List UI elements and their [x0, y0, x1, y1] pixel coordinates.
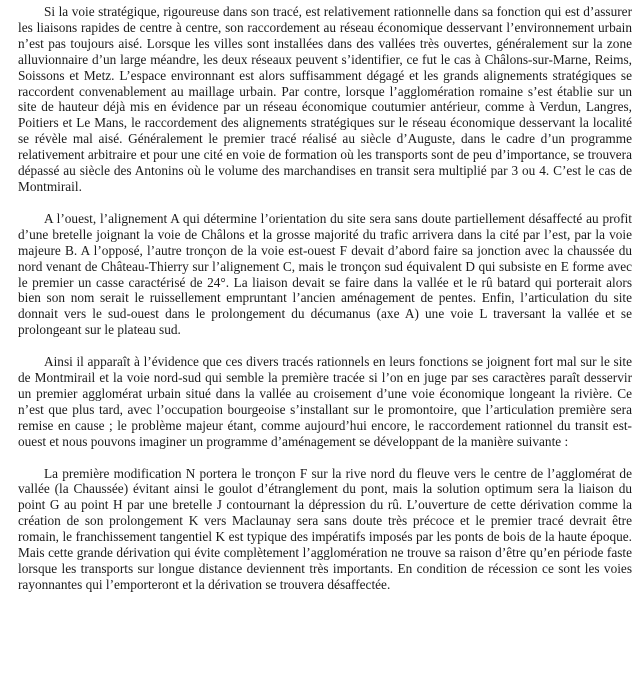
- paragraph-1: Si la voie stratégique, rigoureuse dans son tracé, est relativement rationnelle dans sa fonction qui est d’assurer les liaisons rapides de centre à centre, son raccordement au réseau économique desservant l’environnement urbain n’est pas toujours aisé. Lorsque les villes sont installées dans des vallées très ouvertes, généralement sur la zone alluvionnaire d’un large méandre, les deux réseaux peuvent s’identifier, ce fut le cas à Châlons-sur-Marne, Reims, Soissons et Metz. L’espace environnant est alors suffisamment dégagé et les grands alignements stratégiques se raccordent convenablement au maillage urbain. Par contre, lorsque l’agglomération romaine s’est établie sur un site de hauteur déjà mis en évidence par un réseau économique coutumier antérieur, comme à Verdun, Langres, Poitiers et Le Mans, le raccordement des alignements stratégiques sur le réseau économique desservant la localité se révèle mal aisé. Généralement le premier tracé réalisé au siècle d’Auguste, dans le cadre d’un programme relativement arbitraire et pour une cité en voie de formation où les transports sont de peu d’importance, se trouvera dépassé au siècle des Antonins où le volume des marchandises en transit sera multiplié par 3 ou 4. C’est le cas de Montmirail.: [18, 4, 632, 194]
- paragraph-2: A l’ouest, l’alignement A qui détermine l’orientation du site sera sans doute partiellement désaffecté au profit d’une bretelle joignant la voie de Châlons et la grosse majorité du trafic arrivera dans la cité par l’est, par la voie majeure B. A l’opposé, l’autre tronçon de la voie est-ouest F devait d’abord faire sa jonction avec la chaussée du nord venant de Château-Thierry sur l’alignement C, mais le tronçon sud équivalent D qui subsiste en E forme avec le premier un casse caractérisé de 24°. La liaison devait se faire dans la vallée et le rû batard qui porterait alors bien son nom serait le ruissellement empruntant l’ancien aménagement de pentes. Enfin, l’articulation du site donnait vers le sud-ouest dans le prolongement du décumanus (axe A) une voie L traversant la vallée et se prolongeant sur le plateau sud.: [18, 210, 632, 338]
- paragraph-3: Ainsi il apparaît à l’évidence que ces divers tracés rationnels en leurs fonctions se joignent fort mal sur le site de Montmirail et la voie nord-sud qui semble la première tracée si l’on en juge par ses caractères paraît desservir un premier agglomérat urbain situé dans la vallée au croisement d’une voie économique longeant la rivière. Ce n’est que plus tard, avec l’occupation bourgeoise s’installant sur le promontoire, que l’articulation première sera remise en cause ; le problème majeur étant, comme aujourd’hui encore, le raccordement rationnel du transit est-ouest et nous pouvons imaginer un programme d’aménagement se développant de la manière suivante :: [18, 354, 632, 449]
- paragraph-4: La première modification N portera le tronçon F sur la rive nord du fleuve vers le centre de l’agglomérat de vallée (la Chaussée) évitant ainsi le goulot d’étranglement du pont, mais la solution optimum sera la liaison du point G au point H par une bretelle J contournant la dépression du rû. L’ouverture de cette dérivation comme la création de son prolongement K vers Maclaunay sera sans doute très précoce et le premier tracé devrait être romain, le franchissement tangentiel K est typique des impératifs imposés par les ponts de bois de la haute époque. Mais cette grande dérivation qui évite complètement l’agglomération ne trouve sa raison d’être qu’en période faste lorsque les transports sur longue distance deviennent très importants. En condition de récession ce sont les voies rayonnantes qui l’emporteront et la dérivation se trouvera désaffectée.: [18, 465, 632, 592]
